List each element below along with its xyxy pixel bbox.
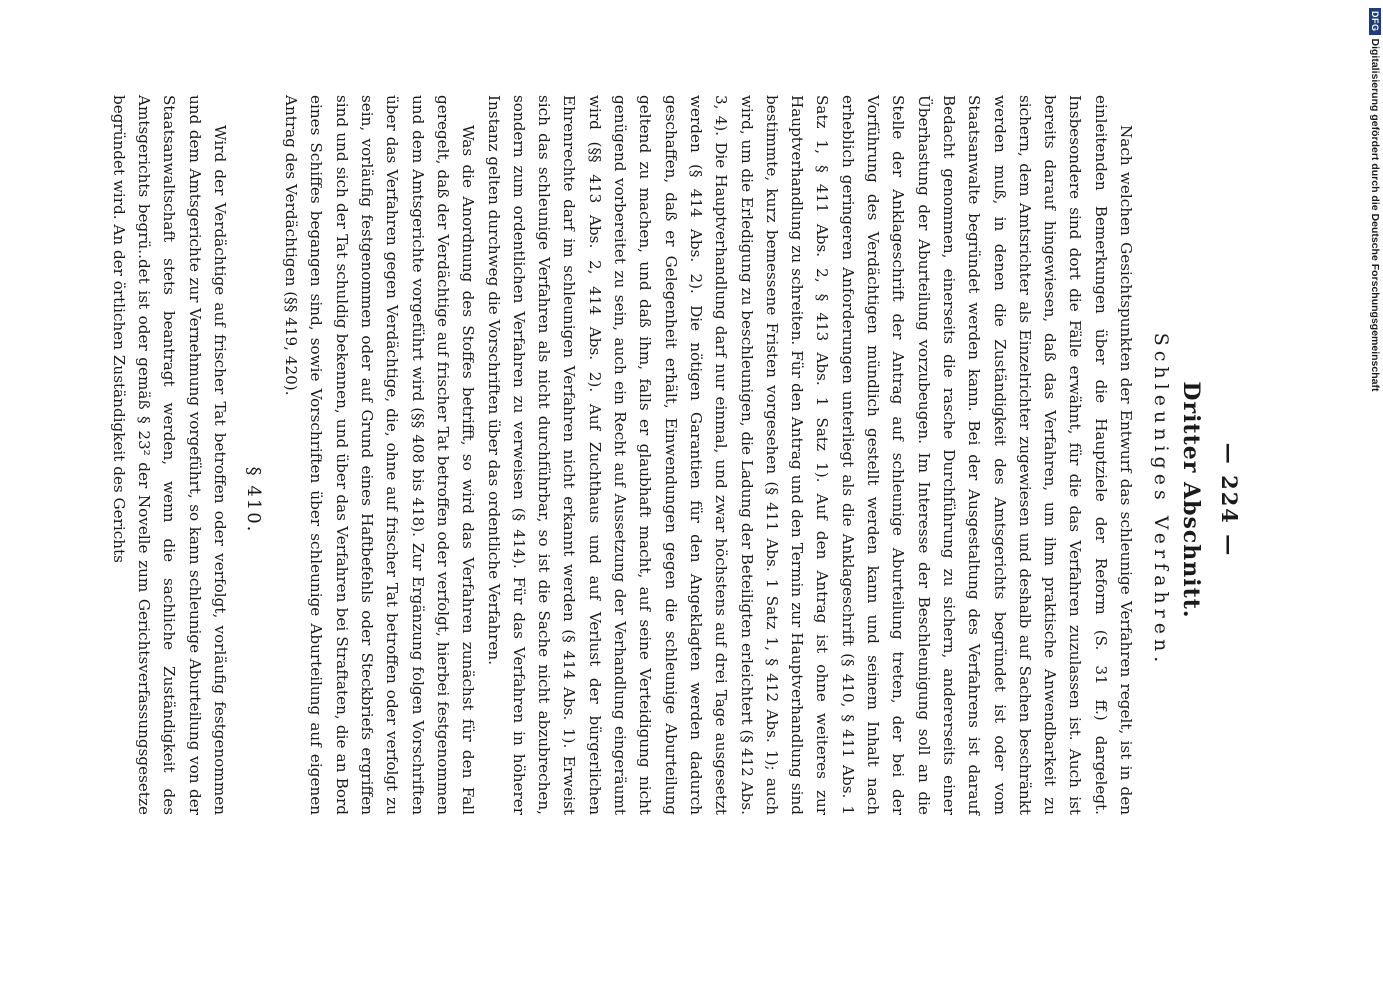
paragraph-2: Was die Anordnung des Stoffes betrifft, so wird das Verfahren zunächst für den Fall geregelt, daß der Verdächtige auf frischer Tat betroffen oder verfolgt, hierbei festgenommen und dem Amtsgerichte vorgeführt wird (§§ 408 bis 418). Zur Ergänzung folgen Vorschriften über das Verfahren gegen Verdächtige, die, ohne auf frischer Tat betroffen oder verfolgt zu sein, vorläufig festgenommen oder auf Grund eines Haftbefehls oder Steckbriefs ergriffen sind und sich der Tat schuldig bekennen, und über das Verfahren bei Straftaten, die an Bord eines Schiffes begangen sind, sowie Vorschriften über schleunige Aburteilung auf eigenen Antrag des Verdächtigen (§§ 419, 420). xyxy=(282,95,478,815)
page-number: — 224 — xyxy=(1217,442,1242,558)
digitization-credit xyxy=(1364,8,1383,392)
dfg-logo: DFG xyxy=(1369,8,1381,35)
body-text xyxy=(278,95,1138,815)
section-heading: § 410. xyxy=(243,466,264,534)
section-paragraph: Wird der Verdächtige auf frischer Tat betroffen oder verfolgt, vorläufig festgenommen und dem Amtsgerichte zur Vernehmung vorgeführt, so kann schleunige Aburteilung von der Staatsanwaltschaft stets beantragt werden, wenn die sachliche Zuständigkeit des Amtsgerichts begrü..det ist oder gemäß § 23² der Novelle zum Gerichtsverfassungsgesetze begründet wird. An der örtlichen Zuständigkeit des Gerichts xyxy=(109,95,229,815)
chapter-title: Dritter Abschnitt. xyxy=(1178,381,1204,619)
chapter-subtitle: Schleuniges Verfahren. xyxy=(1150,332,1172,668)
document-page xyxy=(109,0,1260,1000)
credit-text: Digitalisierung gefördert durch die Deutsche Forschungsgemeinschaft xyxy=(1369,38,1381,392)
section-body xyxy=(106,95,232,815)
paragraph-1: Nach welchen Gesichtspunkten der Entwurf das schleunige Verfahren regelt, ist in den einleitenden Bemerkungen über die Hauptziele der Reform (S. 31 ff.) dargelegt. Insbesondere sind dort die Fälle erwähnt, für die das Verfahren zuzulassen ist. Auch ist bereits darauf hingewiesen, daß das Verfahren, um ihm praktische Anwendbarkeit zu sichern, dem Amtsrichter als Einzelrichter zugewiesen und deshalb auf Sachen beschränkt werden muß, in denen die Zuständigkeit des Amtsgerichts begründet ist oder vom Staatsanwalte begründet werden kann. Bei der Ausgestaltung des Verfahrens ist darauf Bedacht genommen, einerseits die rasche Durchführung zu sichern, andererseits einer Überhastung der Aburteilung vorzubeugen. Im Interesse der Beschleunigung soll an die Stelle der Anklageschrift der Antrag auf schleunige Aburteilung treten, der bei der Vorführung des Verdächtigen mündlich gestellt werden kann und seinem Inhalt nach erheblich geringeren Anforderungen unterliegt als die Anklageschrift (§ 410, § 411 Abs. 1 Satz 1, § 411 Abs. 2, § 413 Abs. 1 Satz 1). Auf den Antrag ist ohne weiteres zur Hauptverhandlung zu schreiten. Für den Antrag und den Termin zur Hauptverhandlung sind bestimmte, kurz bemessene Fristen vorgesehen (§ 411 Abs. 1 Satz 1, § 412 Abs. 1); auch wird, um die Erledigung zu beschleunigen, die Ladung der Beteiligten erleichtert (§ 412 Abs. 3, 4). Die Hauptverhandlung darf nur einmal, und zwar höchstens auf drei Tage ausgesetzt werden (§ 414 Abs. 2). Die nötigen Garantien für den Angeklagten werden dadurch geschaffen, daß er Gelegenheit erhält, Einwendungen gegen die schleunige Aburteilung geltend zu machen, und daß ihm, falls er glaubhaft macht, auf seine Verteidigung nicht genügend vorbereitet zu sein, auch ein Recht auf Aussetzung der Verhandlung eingeräumt wird (§§ 413 Abs. 2, 414 Abs. 2). Auf Zuchthaus und auf Verlust der bürgerlichen Ehrenrechte darf im schleunigen Verfahren nicht erkannt werden (§ 414 Abs. 1). Erweist sich das schleunige Verfahren als nicht durchführbar, so ist die Sache nicht abzubrechen, sondern zum ordentlichen Verfahren zu verweisen (§ 414). Für das Verfahren in höherer Instanz gelten durchweg die Vorschriften über das ordentliche Verfahren. xyxy=(484,95,1135,815)
